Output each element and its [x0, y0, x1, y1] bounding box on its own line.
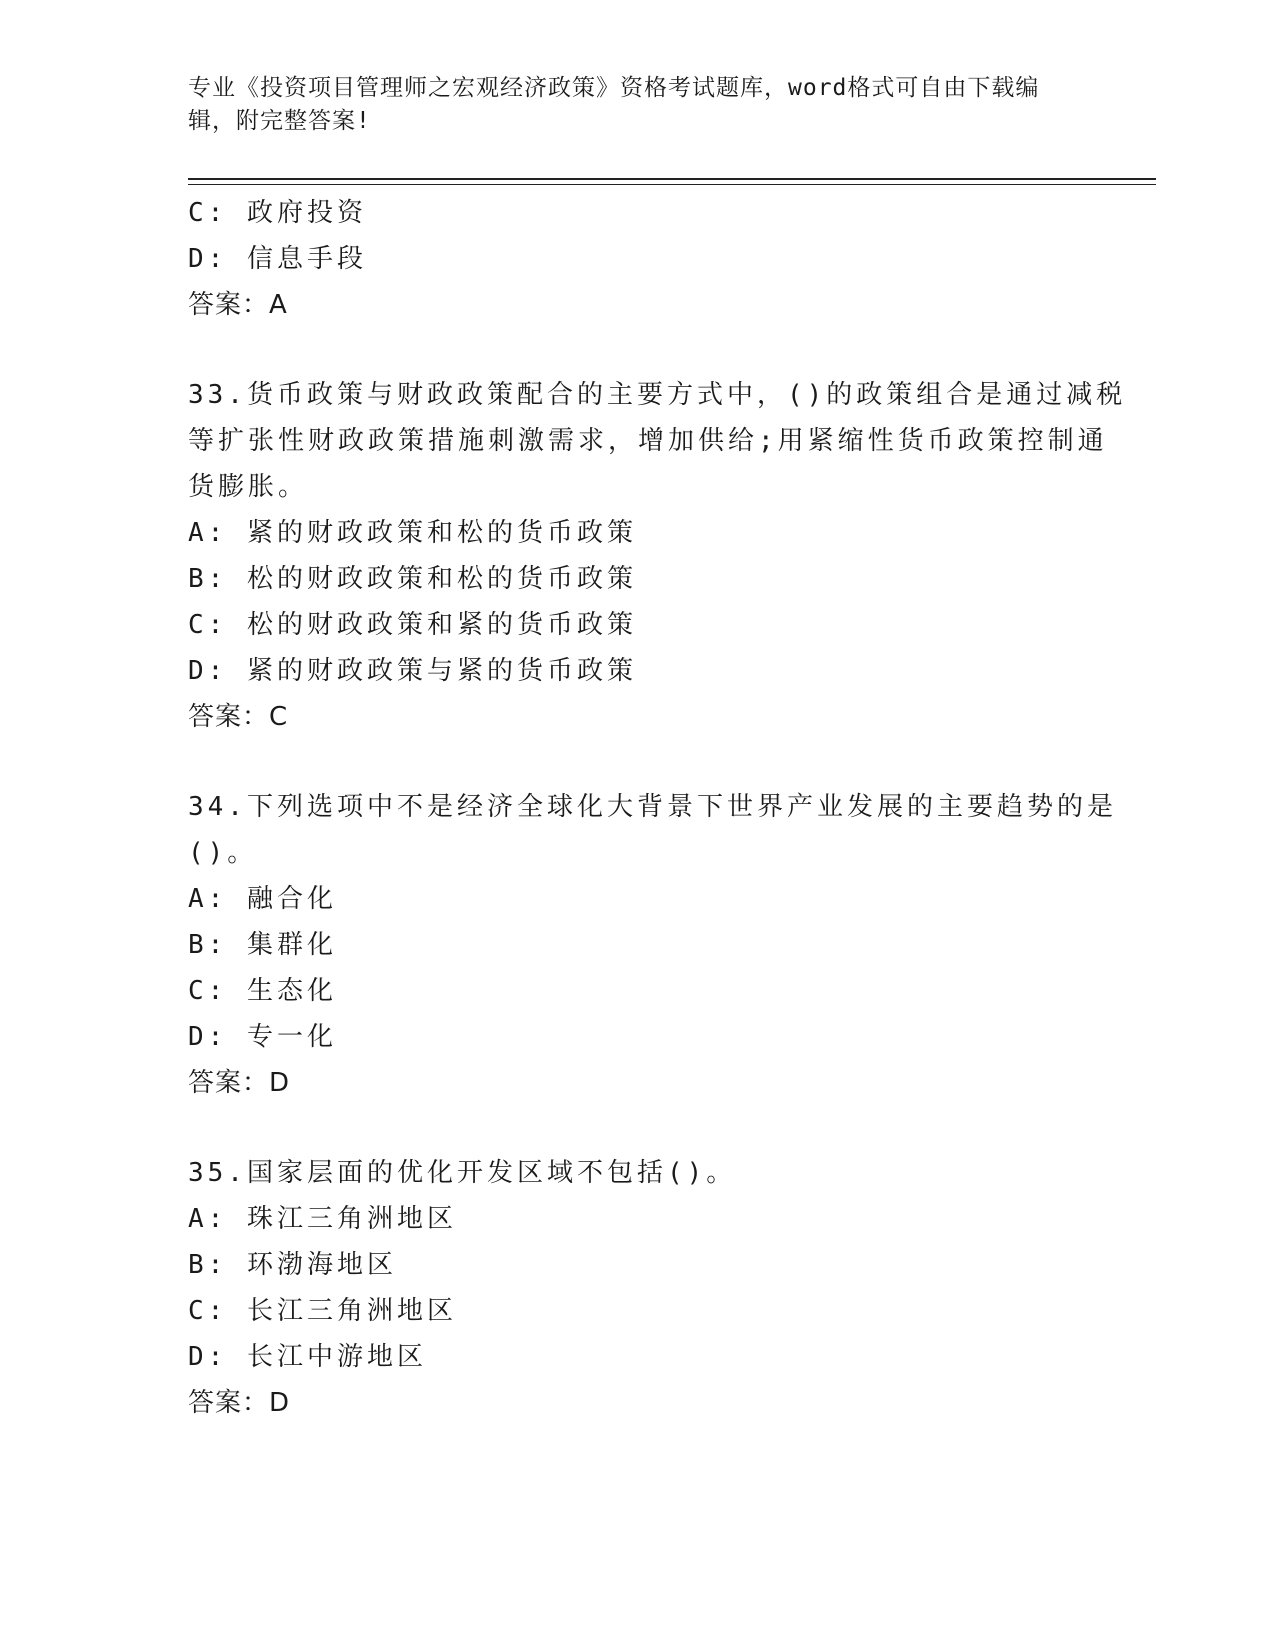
question-32-fragment	[188, 190, 1078, 328]
header-line-2: 辑，附完整答案!	[188, 108, 371, 134]
spacer	[188, 328, 1078, 372]
answer-line: 答案：C	[188, 702, 289, 732]
answer-line: 答案：D	[188, 1388, 291, 1418]
option-a: A: 融合化	[188, 884, 337, 914]
question-text-line: 货膨胀。	[188, 472, 309, 502]
option-a: A: 紧的财政政策和松的货币政策	[188, 518, 637, 548]
question-text-line: ()。	[188, 838, 258, 868]
header-rule-thin	[188, 184, 1156, 185]
option-d: D: 专一化	[188, 1022, 337, 1052]
option-b: B: 环渤海地区	[188, 1250, 397, 1280]
option-c: C: 政府投资	[188, 198, 367, 228]
option-b: B: 松的财政政策和松的货币政策	[188, 564, 637, 594]
option-d: D: 信息手段	[188, 244, 367, 274]
spacer	[188, 740, 1078, 784]
document-body	[188, 190, 1127, 1426]
option-c: C: 生态化	[188, 976, 337, 1006]
spacer	[188, 1106, 1078, 1150]
option-a: A: 珠江三角洲地区	[188, 1204, 457, 1234]
option-c: C: 松的财政政策和紧的货币政策	[188, 610, 637, 640]
option-b: B: 集群化	[188, 930, 337, 960]
question-33	[188, 372, 1127, 740]
question-text-line: 等扩张性财政政策措施刺激需求，增加供给;用紧缩性货币政策控制通	[188, 426, 1108, 456]
answer-line: 答案：D	[188, 1068, 291, 1098]
answer-line: 答案：A	[188, 290, 288, 320]
question-34	[188, 784, 1117, 1106]
option-c: C: 长江三角洲地区	[188, 1296, 457, 1326]
question-35	[188, 1150, 1078, 1426]
question-text-line: 35.国家层面的优化开发区域不包括()。	[188, 1158, 737, 1188]
page-header	[188, 72, 1068, 138]
option-d: D: 长江中游地区	[188, 1342, 427, 1372]
header-rule-thick	[188, 178, 1156, 180]
question-text-line: 33.货币政策与财政政策配合的主要方式中，()的政策组合是通过减税	[188, 380, 1127, 410]
option-d: D: 紧的财政政策与紧的货币政策	[188, 656, 637, 686]
header-line-1: 专业《投资项目管理师之宏观经济政策》资格考试题库，word格式可自由下载编	[188, 75, 1040, 101]
question-text-line: 34.下列选项中不是经济全球化大背景下世界产业发展的主要趋势的是	[188, 792, 1117, 822]
